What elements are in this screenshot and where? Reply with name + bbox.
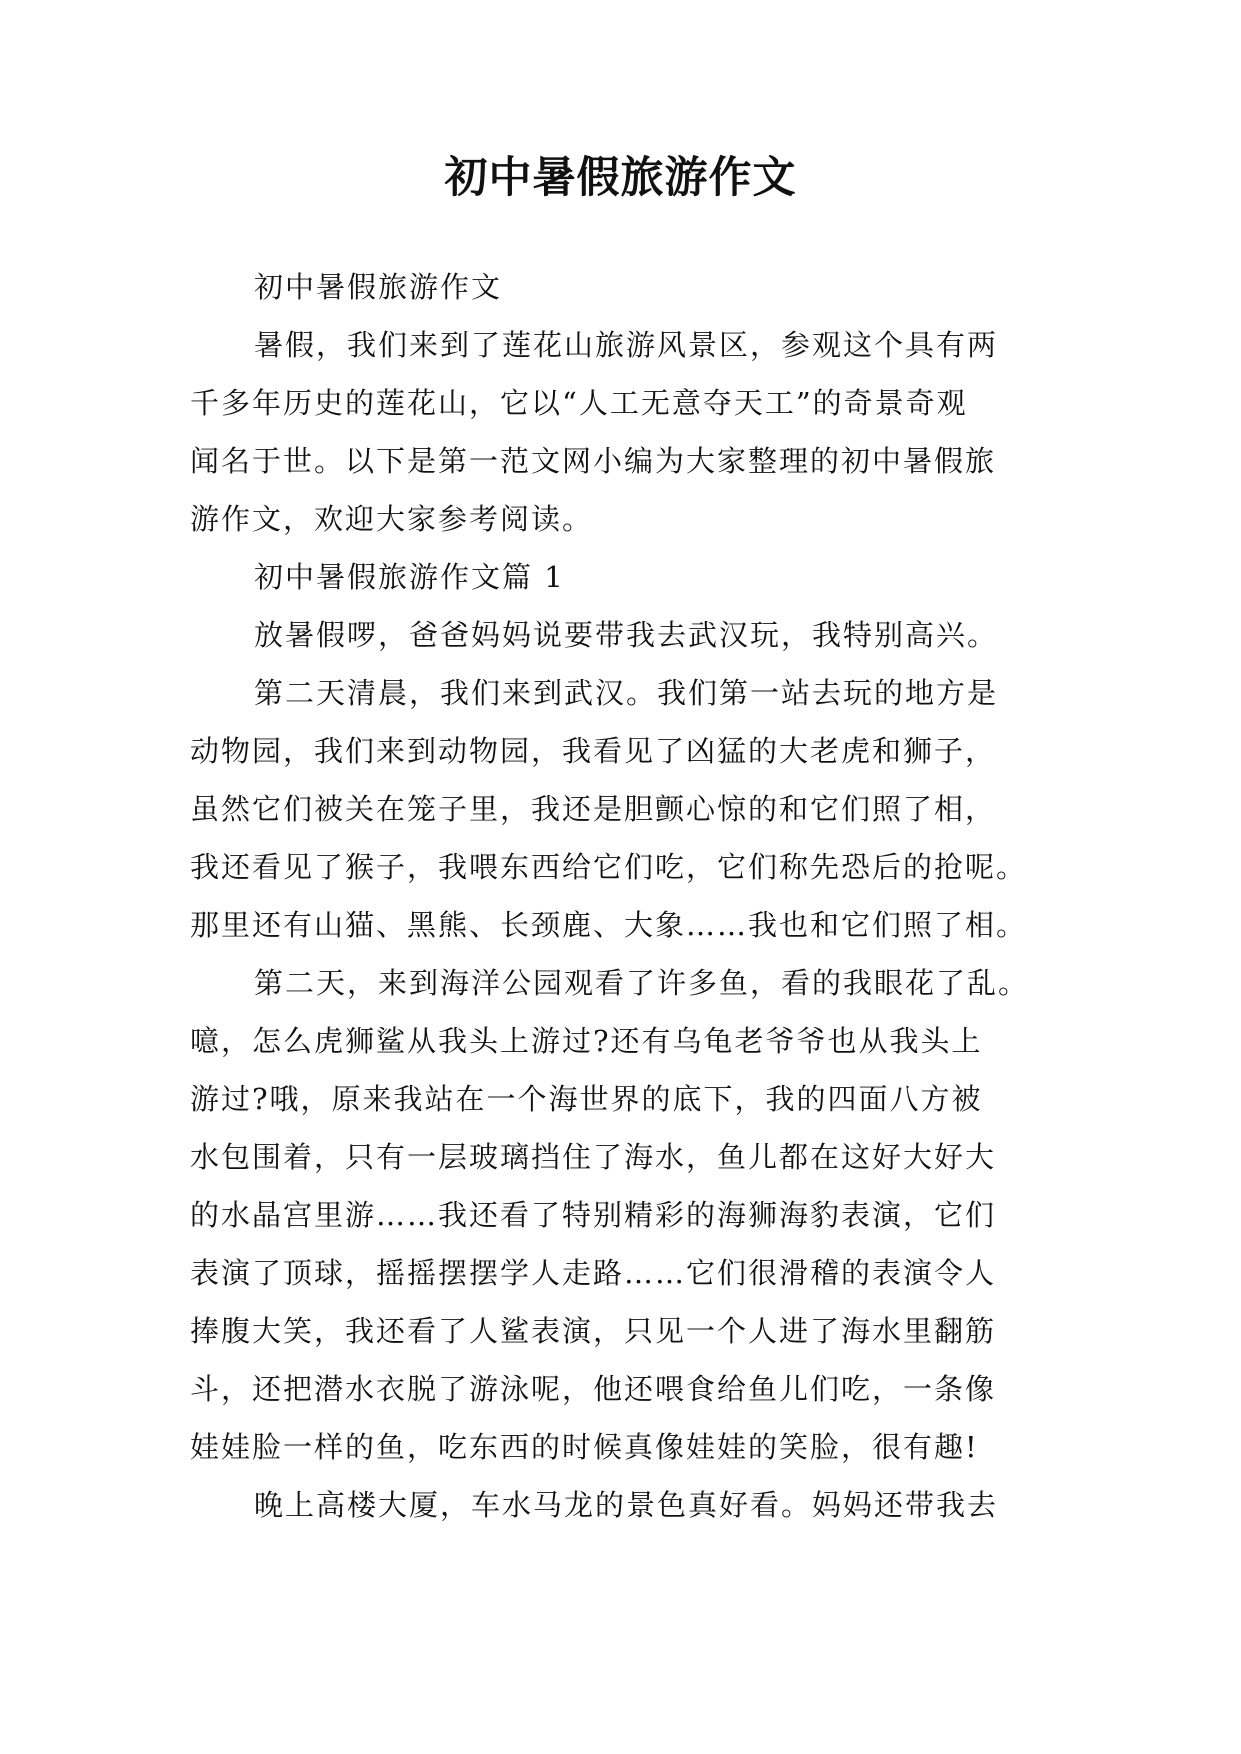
paragraph-section-title: 初中暑假旅游作文篇 1 [254, 560, 565, 594]
paragraph: 放暑假啰，爸爸妈妈说要带我去武汉玩，我特别高兴。 [254, 618, 999, 652]
paragraph: 第二天，来到海洋公园观看了许多鱼，看的我眼花了乱。 噫，怎么虎狮鲨从我头上游过?还有乌龟老爷爷也从我头上 游过?哦，原来我站在一个海世界的底下，我的四面八方被 水包围着，只有一层玻璃挡住了海水，鱼儿都在这好大好大 的水晶宫里游……我还看了特别精彩的海狮海豹表演，它们 表演了顶球，摇摇摆摆学人走路……它们很滑稽的表演令人 捧腹大笑，我还看了人鲨表演，只见一个人进了海水里翻筋 斗，还把潜水衣脱了游泳呢，他还喂食给鱼儿们吃，一条像 娃娃脸一样的鱼，吃东西的时候真像娃娃的笑脸，很有趣! [190, 966, 1030, 1464]
paragraph: 晚上高楼大厦，车水马龙的景色真好看。妈妈还带我去 [254, 1488, 999, 1522]
paragraph-intro: 暑假，我们来到了莲花山旅游风景区，参观这个具有两 千多年历史的莲花山，它以“人工无意夺天工”的奇景奇观 闻名于世。以下是第一范文网小编为大家整理的初中暑假旅 游作文，欢迎大家参考阅读。 [190, 328, 999, 536]
document-title: 初中暑假旅游作文 [444, 153, 797, 203]
paragraph: 第二天清晨，我们来到武汉。我们第一站去玩的地方是 动物园，我们来到动物园，我看见了凶猛的大老虎和狮子， 虽然它们被关在笼子里，我还是胆颤心惊的和它们照了相， 我还看见了猴子，我喂东西给它们吃，它们称先恐后的抢呢。 那里还有山猫、黑熊、长颈鹿、大象……我也和它们照了相。 [190, 676, 1028, 942]
document-body [190, 258, 1070, 1534]
paragraph-heading: 初中暑假旅游作文 [254, 270, 503, 304]
